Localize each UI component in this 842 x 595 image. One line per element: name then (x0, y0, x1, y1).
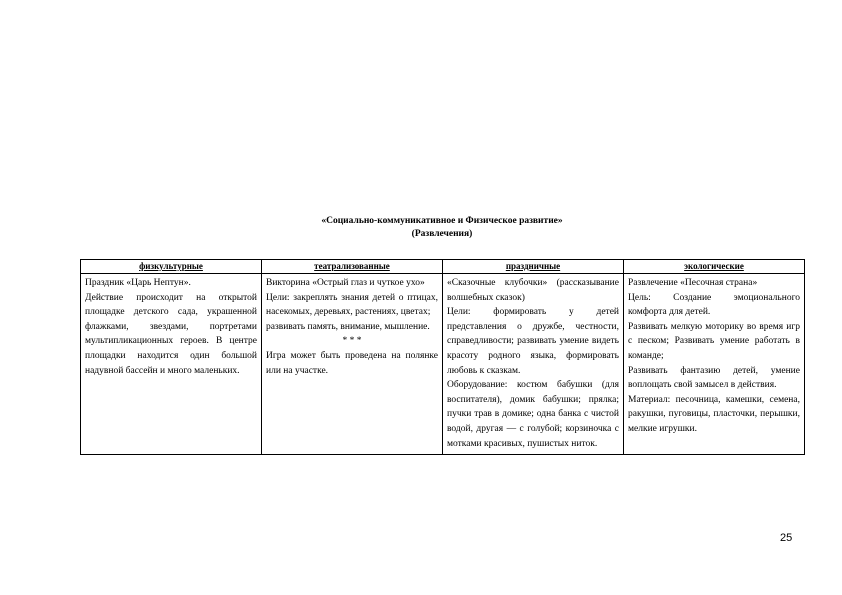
paragraph: Праздник «Царь Нептун». (85, 278, 191, 288)
entertainment-table (80, 259, 805, 455)
paragraph: Развивать мелкую моторику во время игр с песком; Развивать умение работать в команде; (628, 321, 800, 361)
document-title (80, 215, 804, 241)
paragraph: Оборудование: костюм бабушки (для воспитателя), домик бабушки; прялка; пучки трав в домике; одна банка с чистой водой, другая — с голубой; корзиночка с мотками красивых, пушистых ниток. (447, 380, 619, 449)
page-number: 25 (780, 532, 793, 544)
paragraph: Развлечение «Песочная страна» (628, 278, 758, 288)
paragraph: Развивать фантазию детей, умение воплощать свой замысел в действия. (628, 365, 800, 391)
title-line-1: «Социально-коммуникативное и Физическое развитие» (321, 216, 563, 226)
table-row (81, 274, 805, 455)
paragraph: развивать память, внимание, мышление. (266, 321, 430, 332)
header-sport: физкультурные (81, 260, 262, 274)
separator-stars: * * * (342, 336, 362, 347)
paragraph: «Сказочные клубочки» (рассказывание волшебных сказок) (447, 278, 619, 303)
cell-sport (81, 274, 262, 455)
header-holiday: праздничные (443, 260, 624, 274)
paragraph: Цели: закреплять знания детей о птицах, насекомых, деревьях, растениях, цветах; (266, 292, 438, 318)
header-ecology: экологические (624, 260, 805, 274)
paragraph: Цель: Создание эмоционального комфорта для детей. (628, 292, 800, 318)
paragraph: Материал: песочница, камешки, семена, ракушки, пуговицы, пласточки, перышки, мелкие игрушки. (628, 394, 800, 434)
paragraph: Действие происходит на открытой площадке детского сада, украшенной флажками, звездами, портретами мультипликационных героев. В центре площадки находится один большой надувной бассейн и много маленьких. (85, 292, 257, 376)
table-header-row (81, 260, 805, 274)
cell-theatre (262, 274, 443, 455)
paragraph: Игра может быть проведена на полянке или на участке. (266, 350, 438, 376)
header-theatre: театрализованные (262, 260, 443, 274)
cell-ecology (624, 274, 805, 455)
cell-holiday (443, 274, 624, 455)
paragraph: Викторина «Острый глаз и чуткое ухо» (266, 278, 425, 288)
title-line-2: (Развлечения) (411, 229, 473, 239)
paragraph: Цели: формировать у детей представления о дружбе, честности, справедливости; развивать умение видеть красоту родного языка, формировать любовь к сказкам. (447, 307, 619, 376)
